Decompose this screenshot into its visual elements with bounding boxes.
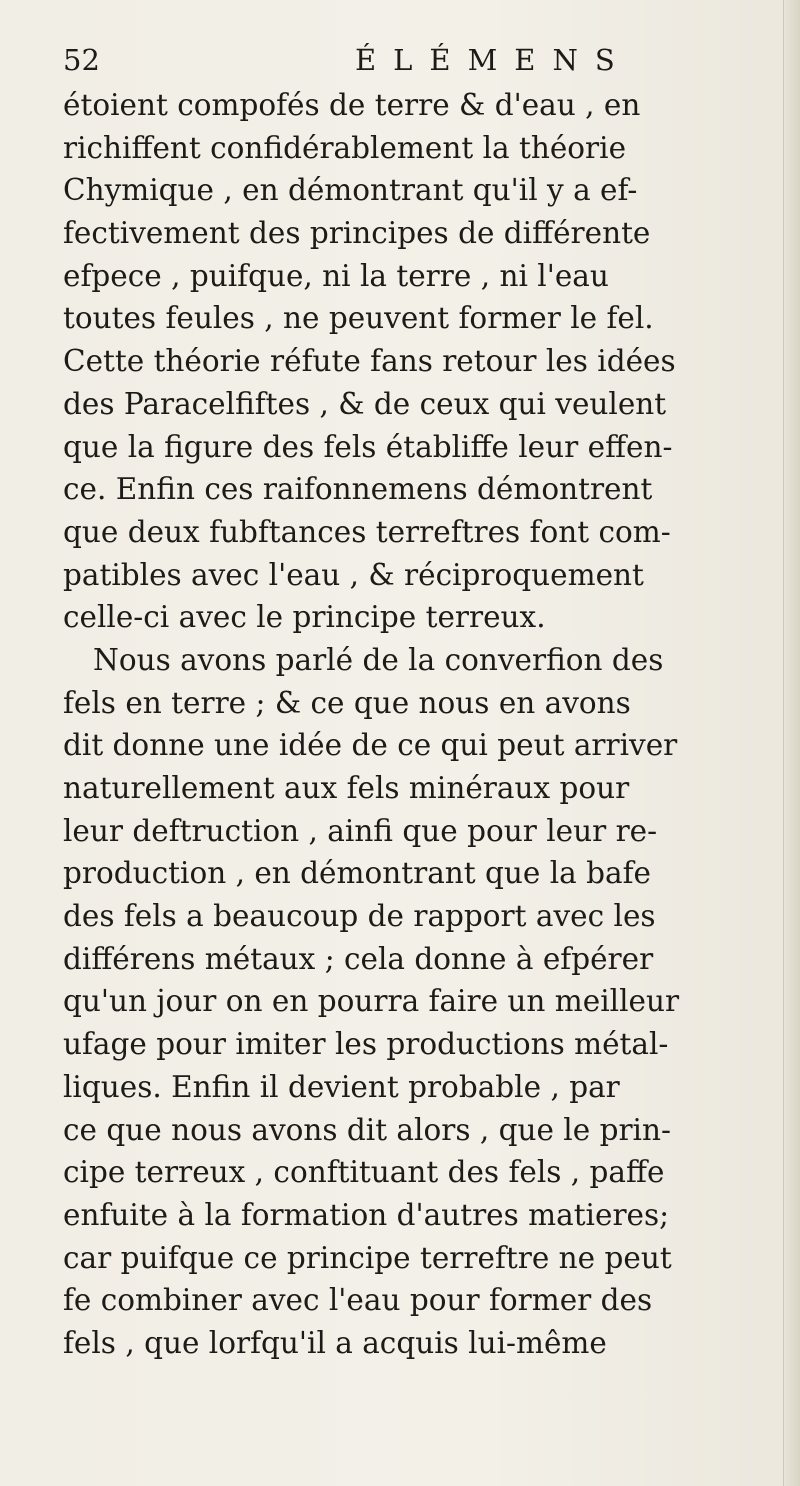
- text-line: efpece , puifque, ni la terre , ni l'eau: [63, 258, 609, 293]
- body-text: [63, 84, 763, 1365]
- text-line: que deux fubftances terreftres font com-: [63, 514, 671, 549]
- text-line: liques. Enfin il devient probable , par: [63, 1069, 620, 1104]
- text-line: patibles avec l'eau , & réciproquement: [63, 557, 644, 592]
- page-edge: [783, 0, 800, 1486]
- running-head-title: ÉLÉMENS: [355, 43, 632, 77]
- text-line: Cette théorie réfute fans retour les idées: [63, 344, 676, 379]
- running-head: [63, 40, 632, 80]
- paragraph-start-line: Nous avons parlé de la converfion des: [93, 642, 664, 677]
- text-line: des Paracelfiftes , & de ceux qui veulent: [63, 386, 667, 421]
- text-line: production , en démontrant que la bafe: [63, 856, 651, 891]
- text-line: naturellement aux fels minéraux pour: [63, 771, 630, 805]
- text-line: qu'un jour on en pourra faire un meilleur: [63, 984, 680, 1019]
- text-line: enfuite à la formation d'autres matieres;: [63, 1197, 670, 1232]
- text-line: car puifque ce principe terreftre ne peut: [63, 1240, 672, 1275]
- text-line: richiffent confidérablement la théorie: [63, 130, 627, 165]
- text-line: dit donne une idée de ce qui peut arriver: [63, 728, 678, 763]
- text-line: ce que nous avons dit alors , que le prin-: [63, 1112, 671, 1147]
- text-line: toutes feules , ne peuvent former le fel.: [63, 301, 654, 336]
- text-line: cipe terreux , conftituant des fels , paffe: [63, 1155, 665, 1190]
- text-line: fectivement des principes de différente: [63, 216, 651, 251]
- text-line: des fels a beaucoup de rapport avec les: [63, 899, 656, 934]
- text-line: Chymique , en démontrant qu'il y a ef-: [63, 173, 638, 208]
- text-line: étoient compofés de terre & d'eau , en: [63, 88, 641, 122]
- text-line: fels , que lorfqu'il a acquis lui-même: [63, 1325, 607, 1360]
- text-line: fe combiner avec l'eau pour former des: [63, 1283, 653, 1318]
- text-line: ufage pour imiter les productions métal-: [63, 1027, 669, 1062]
- text-line: que la figure des fels établiffe leur effen-: [63, 429, 673, 464]
- text-line: ce. Enfin ces raifonnemens démontrent: [63, 472, 653, 507]
- text-line: leur deftruction , ainfi que pour leur re-: [63, 813, 658, 848]
- text-line: fels en terre ; & ce que nous en avons: [63, 685, 631, 720]
- page-number: 52: [63, 43, 100, 77]
- text-line: celle-ci avec le principe terreux.: [63, 600, 546, 635]
- text-line: différens métaux ; cela donne à efpérer: [63, 941, 654, 976]
